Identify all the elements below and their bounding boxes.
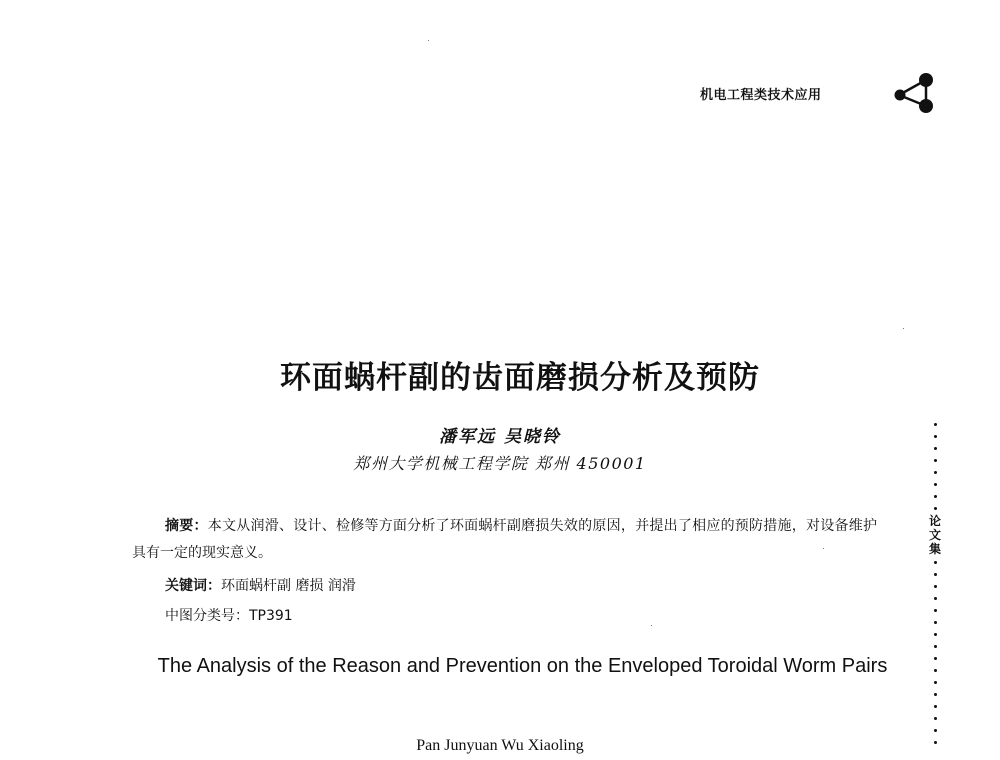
strip-dot [934, 585, 937, 588]
keywords [165, 575, 356, 595]
strip-dot [934, 693, 937, 696]
strip-dot [934, 471, 937, 474]
paper-title-en: The Analysis of the Reason and Prevention on the Enveloped Toroidal Worm Pairs [157, 655, 888, 677]
strip-dot [934, 447, 937, 450]
strip-dot [934, 705, 937, 708]
strip-dot [934, 459, 937, 462]
abstract-text: 本文从润滑、设计、检修等方面分析了环面蜗杆副磨损失效的原因，并提出了相应的预防措施，对设备维护具有一定的现实意义。 [132, 518, 878, 561]
classification-value: TP391 [249, 608, 293, 624]
side-dotted-strip [926, 418, 944, 760]
strip-dot [934, 573, 937, 576]
strip-dot [934, 621, 937, 624]
strip-dot [934, 645, 937, 648]
strip-dot [934, 609, 937, 612]
strip-dot [934, 717, 937, 720]
strip-dot [934, 657, 937, 660]
strip-dot [934, 633, 937, 636]
strip-dot [934, 729, 937, 732]
scan-speck [428, 40, 429, 41]
section-title: 机电工程类技术应用 [700, 88, 822, 103]
authors-cn: 潘军远 吴晓铃 [439, 427, 561, 447]
strip-dot [934, 597, 937, 600]
abstract [132, 513, 877, 567]
strip-dot [934, 507, 937, 510]
strip-dot [934, 423, 937, 426]
authors-en: Pan Junyuan Wu Xiaoling [416, 737, 584, 754]
strip-dot [934, 495, 937, 498]
classification-label: 中图分类号： [165, 608, 249, 624]
strip-dot [934, 741, 937, 744]
side-char: 文 [928, 528, 941, 542]
share-icon [893, 72, 939, 118]
strip-dot [934, 483, 937, 486]
strip-dot [934, 669, 937, 672]
side-char: 集 [928, 542, 941, 556]
strip-dot [934, 561, 937, 564]
strip-dot [934, 681, 937, 684]
classification-number [165, 605, 293, 625]
scan-speck [651, 625, 652, 626]
scan-speck [903, 328, 904, 329]
affiliation-cn: 郑州大学机械工程学院 郑州 450001 [353, 454, 647, 473]
keywords-label: 关键词： [165, 578, 221, 594]
side-char: 论 [928, 514, 941, 528]
abstract-label: 摘要： [165, 518, 208, 534]
keywords-text: 环面蜗杆副 磨损 润滑 [221, 578, 356, 594]
strip-dot [934, 435, 937, 438]
paper-title-cn: 环面蜗杆副的齿面磨损分析及预防 [280, 360, 760, 396]
